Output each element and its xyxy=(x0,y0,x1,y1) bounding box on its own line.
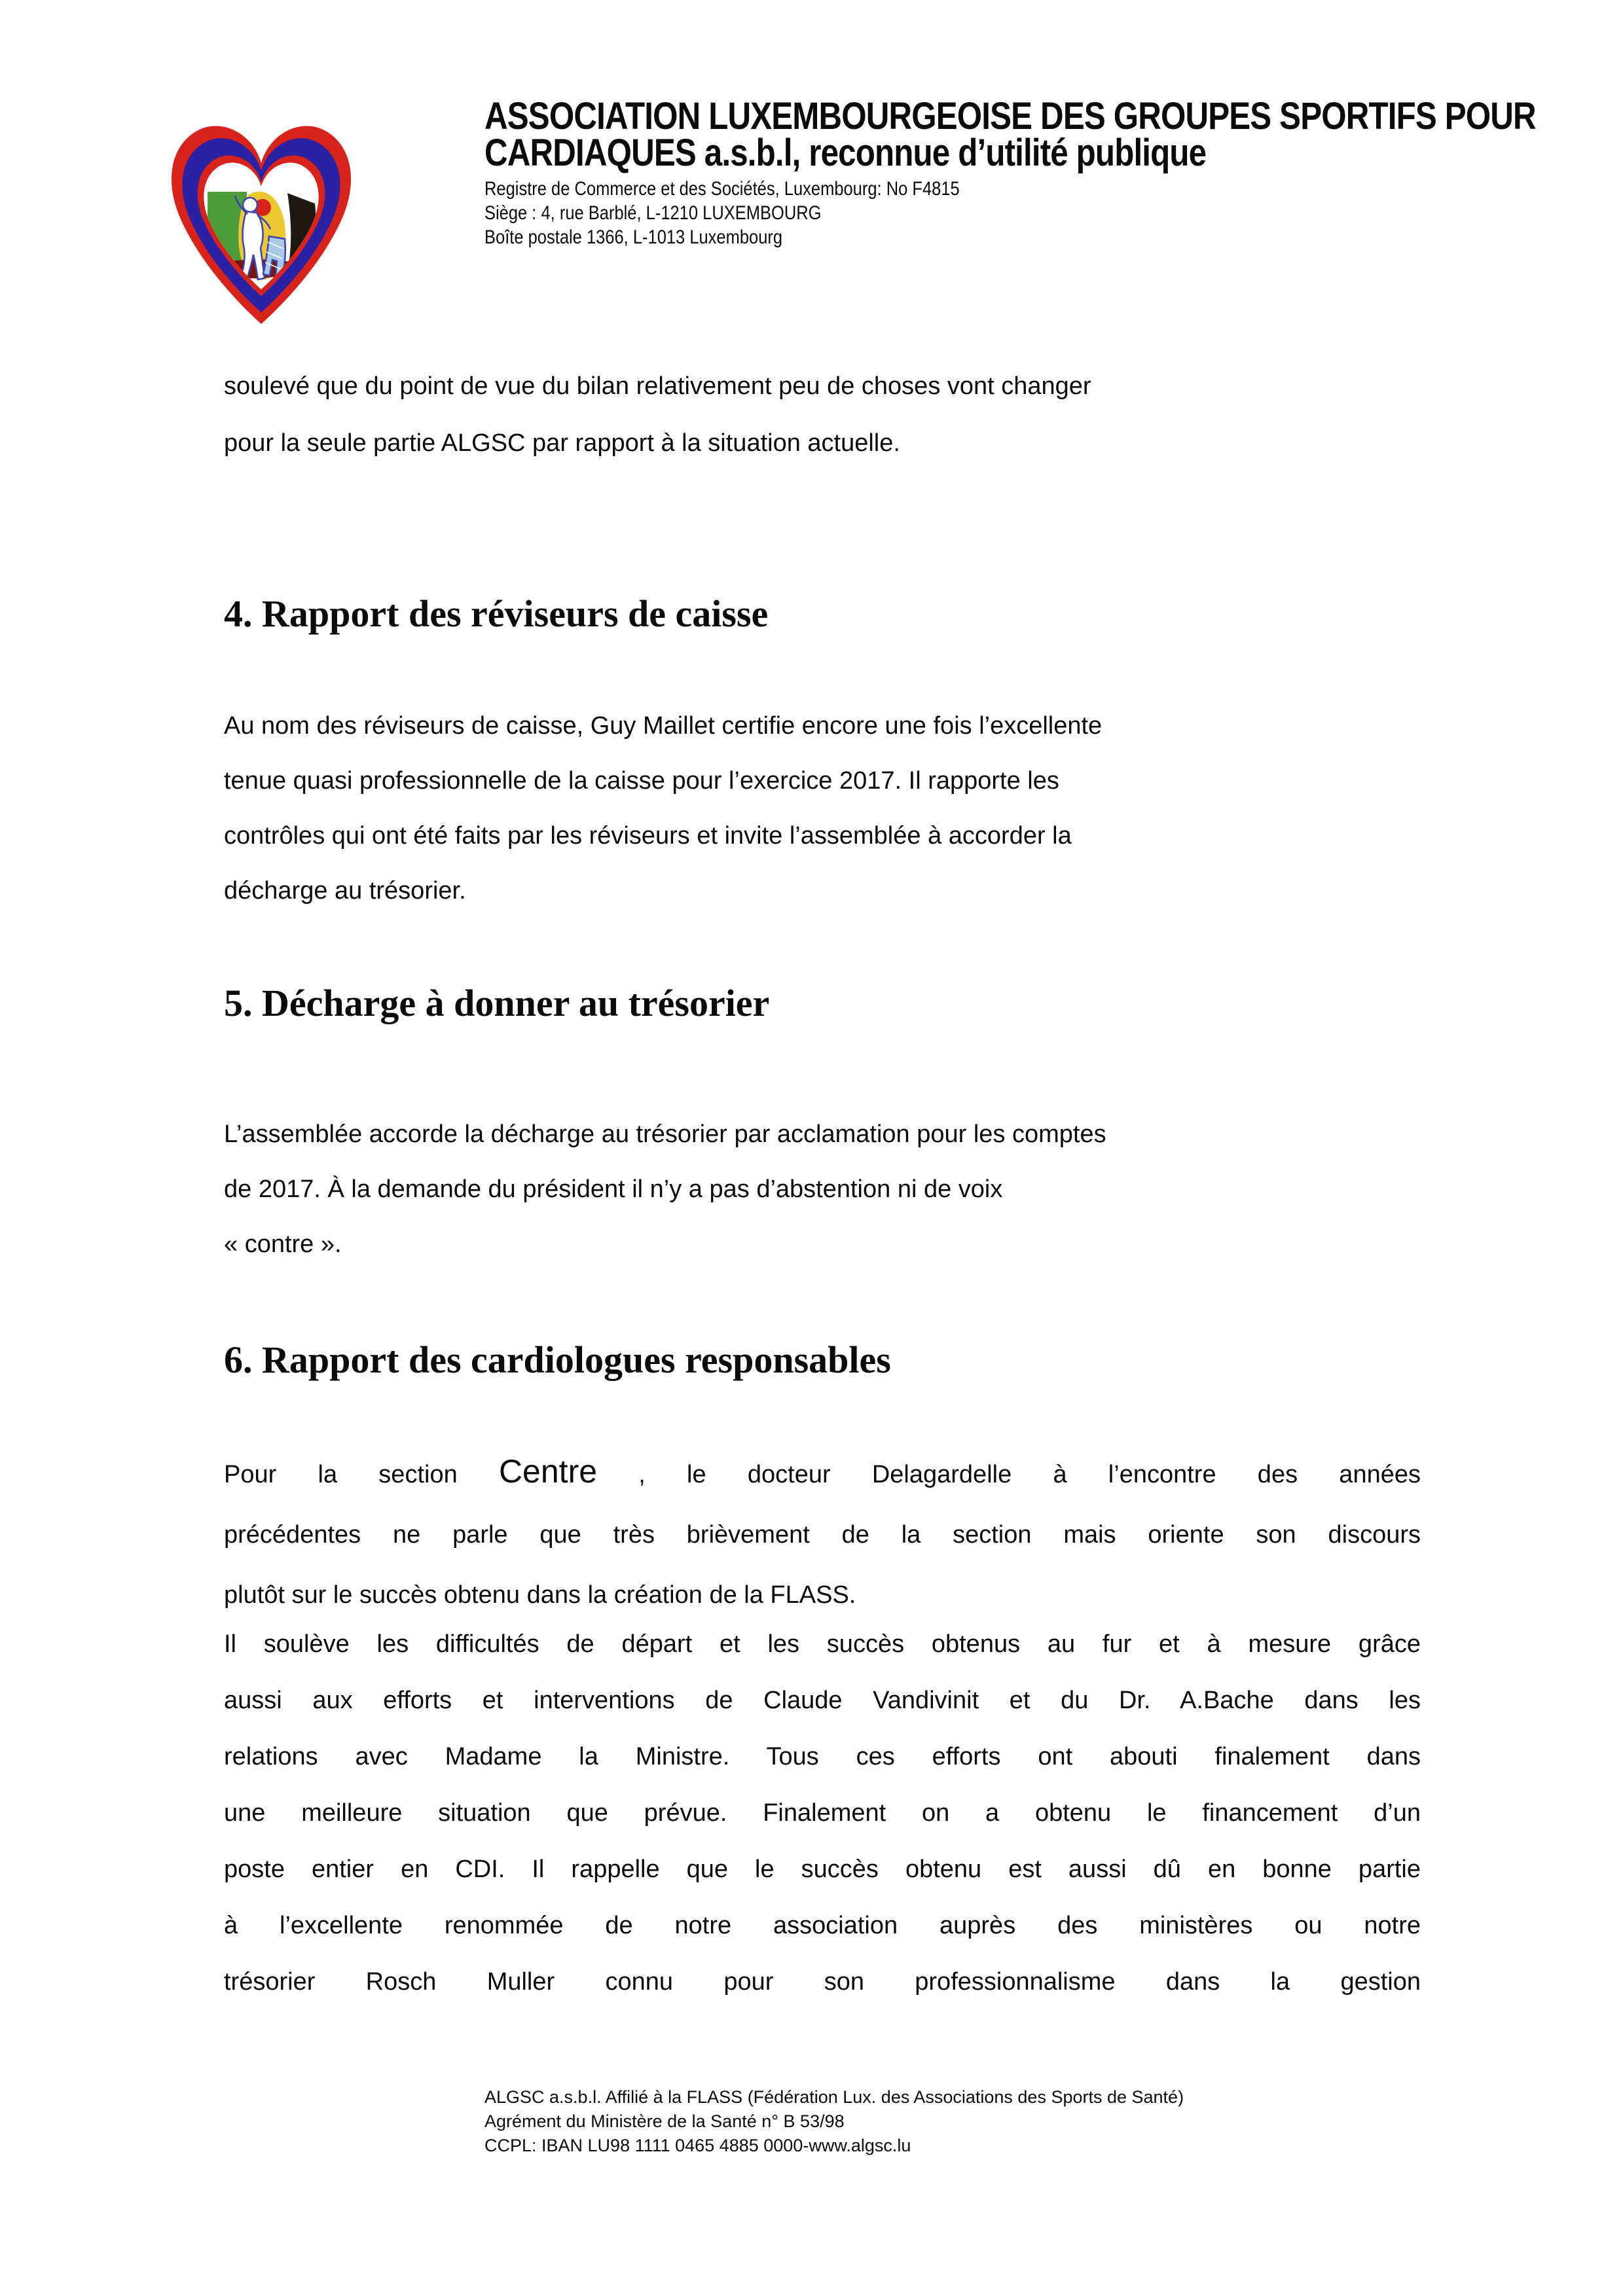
org-title-line1: ASSOCIATION LUXEMBOURGEOISE DES GROUPES SPORTIFS POUR xyxy=(484,95,1536,137)
dancer-head xyxy=(243,198,257,212)
paragraph-line: relations avec Madame la Ministre. Tous ces efforts ont abouti finalement dans xyxy=(224,1743,1421,1770)
paragraph-line: Au nom des réviseurs de caisse, Guy Maillet certifie encore une fois l’excellente xyxy=(224,712,1103,740)
footer-agrement-line: Agrément du Ministère de la Santé n° B 53/98 xyxy=(484,2111,845,2131)
section-name-emphasis: Centre xyxy=(498,1453,598,1490)
footer-iban-line: CCPL: IBAN LU98 1111 0465 4885 0000-www.algsc.lu xyxy=(484,2136,911,2155)
paragraph-line: tenue quasi professionnelle de la caisse pour l’exercice 2017. Il rapporte les xyxy=(224,767,1059,795)
section6-paragraph1 xyxy=(224,1441,1421,1625)
paragraph-line: pour la seule partie ALGSC par rapport à la situation actuelle. xyxy=(224,429,900,457)
section4-paragraph xyxy=(224,698,1421,918)
postbox-line: Boîte postale 1366, L-1013 Luxembourg xyxy=(484,226,783,248)
section5-paragraph xyxy=(224,1107,1421,1272)
paragraph-line: précédentes ne parle que très brièvement de la section mais oriente son discours xyxy=(224,1521,1421,1549)
paragraph-line xyxy=(224,1441,1421,1505)
line-part: , le docteur Delagardelle à l’encontre des années xyxy=(638,1461,1421,1488)
section5-heading: 5. Décharge à donner au trésorier xyxy=(224,982,770,1024)
section6-paragraph2 xyxy=(224,1616,1421,2010)
letterhead xyxy=(484,95,1623,249)
paragraph-line: contrôles qui ont été faits par les réviseurs et invite l’assemblée à accorder la xyxy=(224,822,1072,850)
paragraph-line: à l’excellente renommée de notre association auprès des ministères ou notre xyxy=(224,1912,1421,1939)
paragraph-line: « contre ». xyxy=(224,1230,342,1258)
registry-line: Registre de Commerce et des Sociétés, Luxembourg: No F4815 xyxy=(484,178,960,200)
paragraph-line: plutôt sur le succès obtenu dans la création de la FLASS. xyxy=(224,1581,856,1609)
paragraph-line: soulevé que du point de vue du bilan relativement peu de choses vont changer xyxy=(224,372,1091,400)
footer-affiliation-line: ALGSC a.s.b.l. Affilié à la FLASS (Fédération Lux. des Associations des Sports de Santé) xyxy=(484,2087,1184,2107)
paragraph-line: Il soulève les difficultés de départ et les succès obtenus au fur et à mesure grâce xyxy=(224,1630,1421,1658)
paragraph-line: de 2017. À la demande du président il n’y a pas d’abstention ni de voix xyxy=(224,1175,1003,1203)
section4-heading: 4. Rapport des réviseurs de caisse xyxy=(224,592,769,635)
paragraph-line: L’assemblée accorde la décharge au trésorier par acclamation pour les comptes xyxy=(224,1121,1106,1148)
section6-heading: 6. Rapport des cardiologues responsables xyxy=(224,1338,891,1381)
paragraph-line: poste entier en CDI. Il rappelle que le succès obtenu est aussi dû en bonne partie xyxy=(224,1856,1421,1883)
siege-line: Siège : 4, rue Barblé, L-1210 LUXEMBOURG xyxy=(484,202,822,224)
letterhead-details xyxy=(484,177,1623,249)
paragraph-line: trésorier Rosch Muller connu pour son professionnalisme dans la gestion xyxy=(224,1968,1421,1996)
line-part: Pour la section xyxy=(224,1461,458,1488)
paragraph-line: une meilleure situation que prévue. Finalement on a obtenu le financement d’un xyxy=(224,1799,1421,1827)
paragraph-line: décharge au trésorier. xyxy=(224,877,466,905)
document-footer xyxy=(484,2085,1611,2158)
algsc-heart-logo xyxy=(159,108,363,337)
org-title-line2: CARDIAQUES a.s.b.l, reconnue d’utilité publique xyxy=(484,132,1207,174)
paragraph-line: aussi aux efforts et interventions de Claude Vandivinit et du Dr. A.Bache dans les xyxy=(224,1687,1421,1714)
intro-paragraph xyxy=(224,358,1421,472)
